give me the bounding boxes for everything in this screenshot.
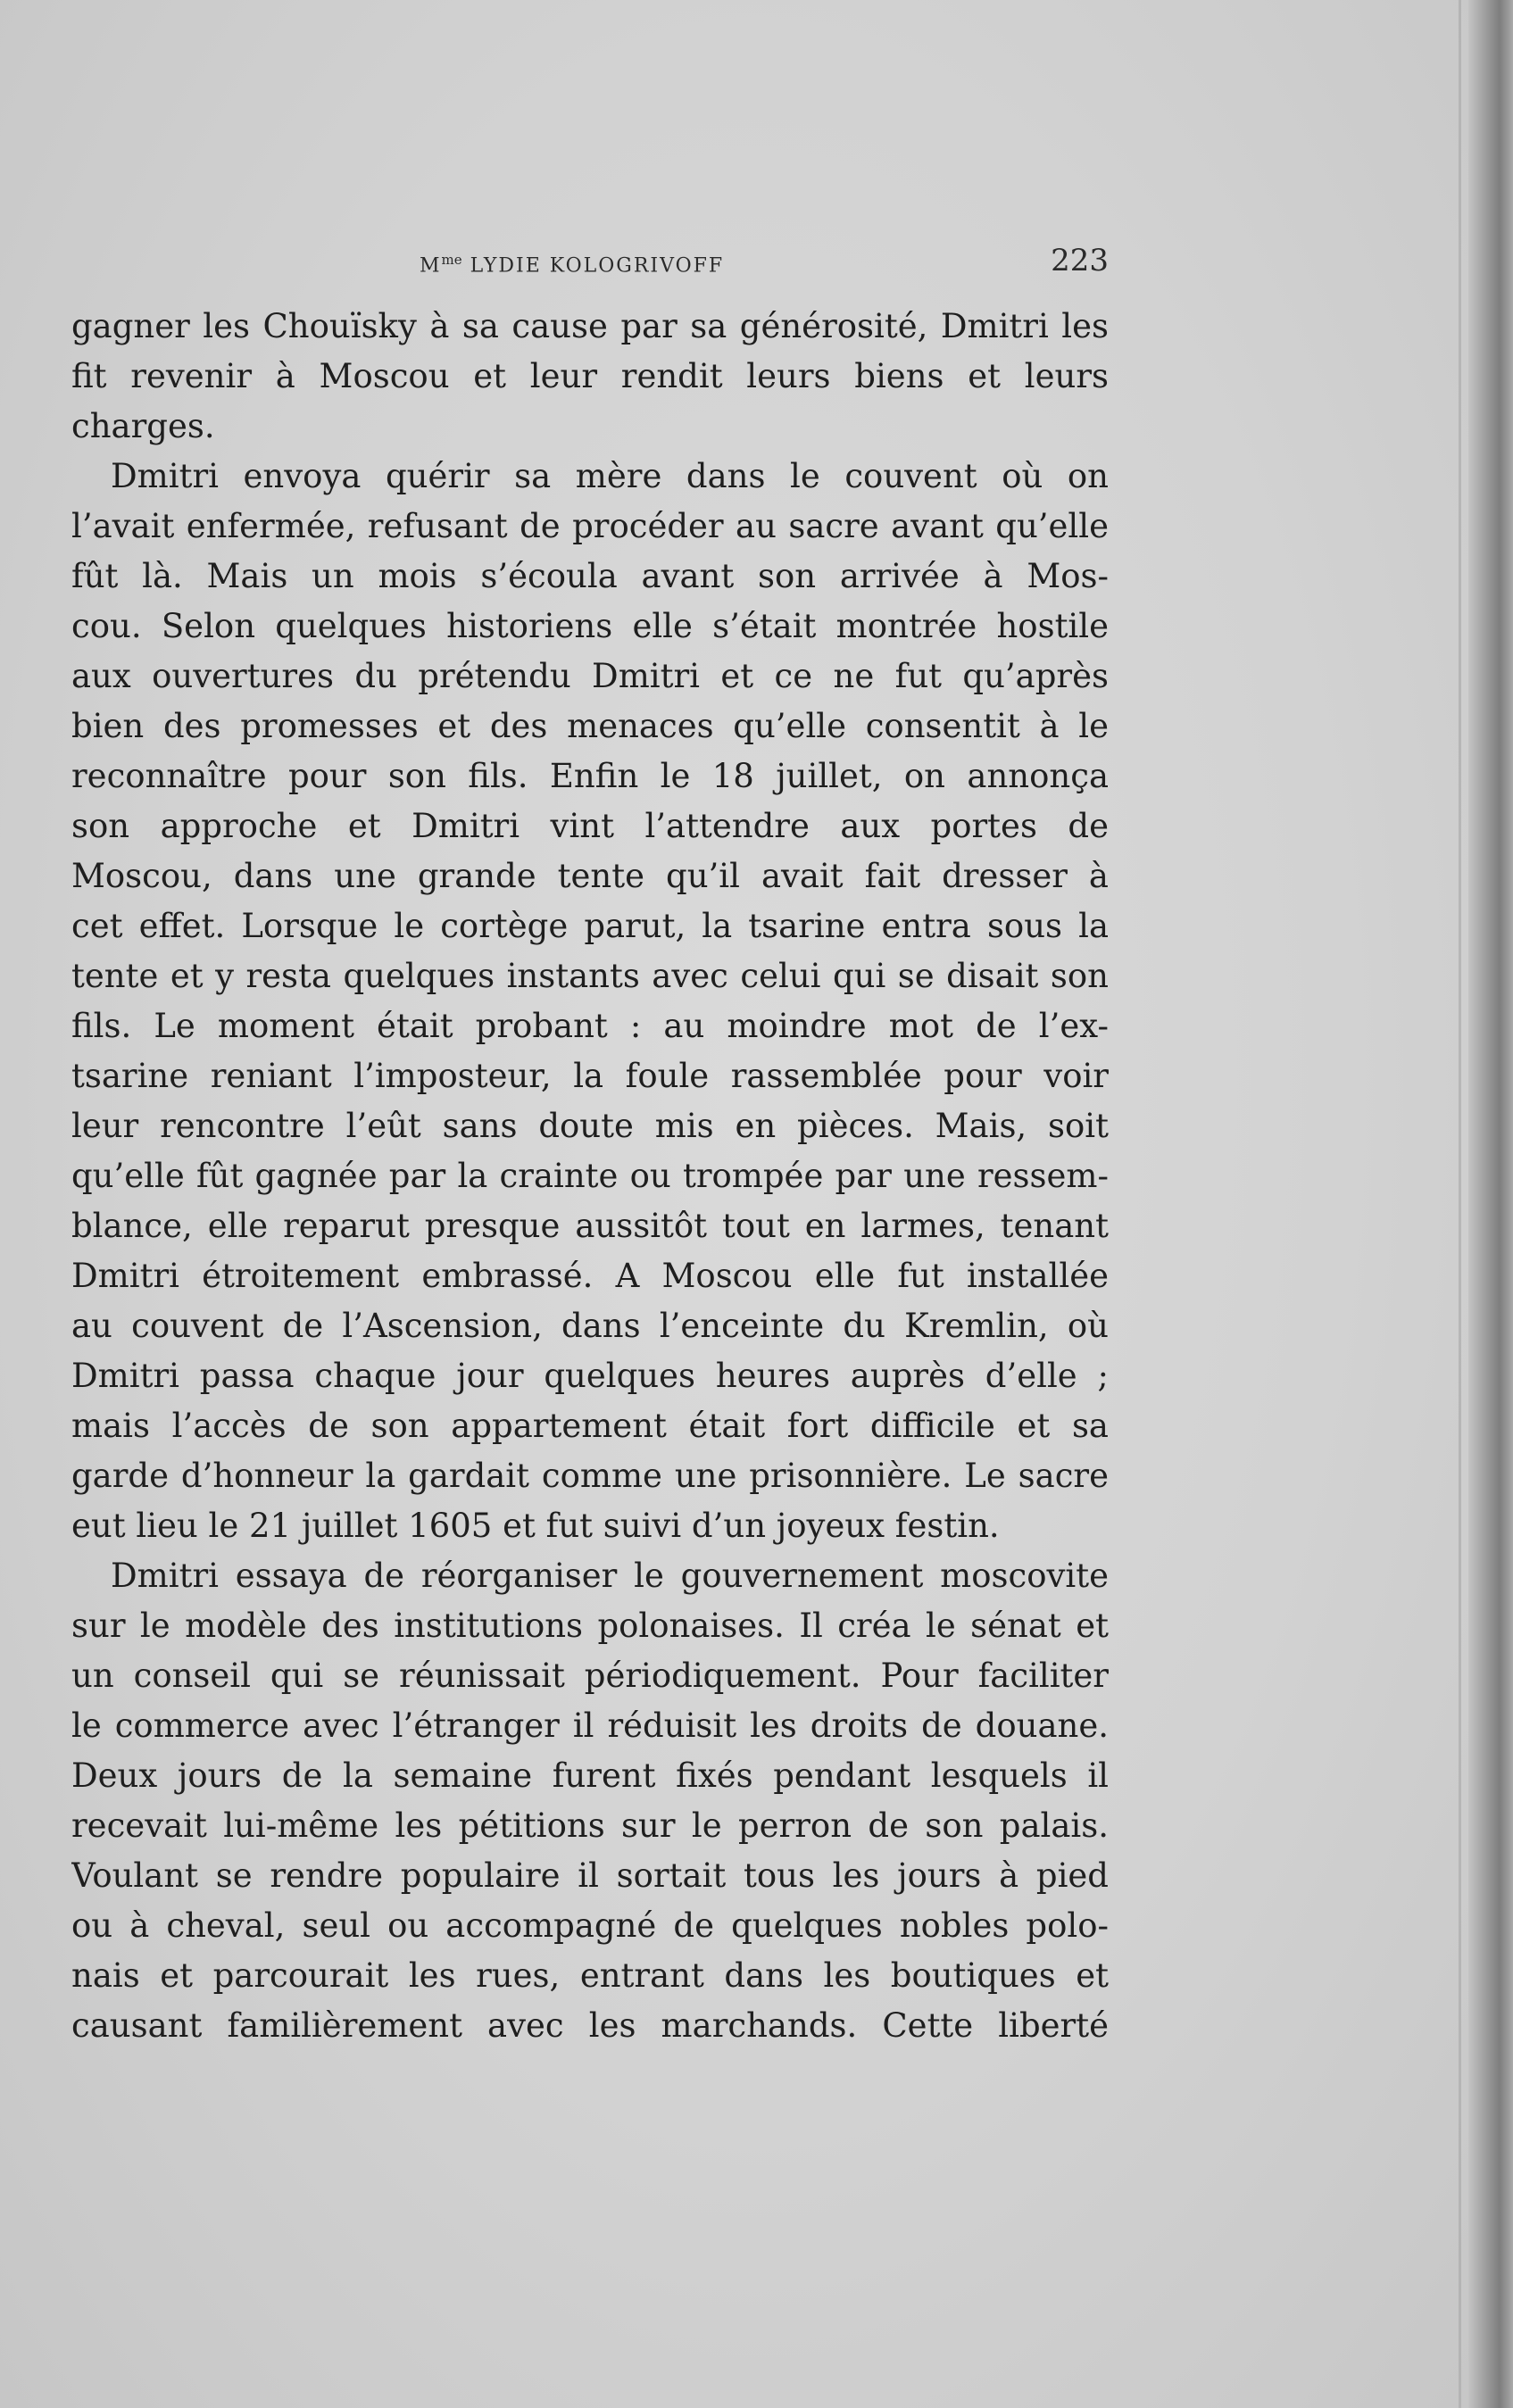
text-line: cou. Selon quelques historiens elle s’était montrée hostile (71, 607, 1109, 645)
text-line: tsarine reniant l’imposteur, la foule rassemblée pour voir (71, 1057, 1109, 1095)
text-line: l’avait enfermée, refusant de procéder au sacre avant qu’elle (71, 507, 1109, 545)
text-line: charges. (71, 407, 215, 445)
text-line: cet effet. Lorsque le cortège parut, la tsarine entra sous la (71, 907, 1109, 945)
text-line: Dmitri passa chaque jour quelques heures auprès d’elle ; (71, 1357, 1109, 1395)
text-line: Voulant se rendre populaire il sortait tous les jours à pied (71, 1856, 1109, 1895)
body-text (71, 302, 1109, 2051)
text-line: garde d’honneur la gardait comme une prisonnière. Le sacre (71, 1457, 1109, 1495)
header-title-rest: LYDIE KOLOGRIVOFF (461, 254, 725, 278)
binding-shadow-line (1459, 0, 1461, 2408)
text-line: eut lieu le 21 juillet 1605 et fut suivi d’un joyeux festin. (71, 1507, 1000, 1545)
text-line: blance, elle reparut presque aussitôt tout en larmes, tenant (71, 1207, 1109, 1245)
text-line: reconnaître pour son fils. Enfin le 18 juillet, on annonça (71, 757, 1109, 795)
running-header-title (420, 252, 724, 277)
text-line: aux ouvertures du prétendu Dmitri et ce ne fut qu’après (71, 657, 1109, 695)
header-title-prefix: M (420, 254, 442, 278)
text-line: gagner les Chouïsky à sa cause par sa générosité, Dmitri les (71, 307, 1109, 345)
text-line: Moscou, dans une grande tente qu’il avait fait dresser à (71, 857, 1109, 895)
text-line: leur rencontre l’eût sans doute mis en pièces. Mais, soit (71, 1107, 1109, 1145)
text-line: au couvent de l’Ascension, dans l’enceinte du Kremlin, où (71, 1307, 1109, 1345)
book-binding-edge (1468, 0, 1513, 2408)
text-line: un conseil qui se réunissait périodiquement. Pour faciliter (71, 1657, 1109, 1695)
text-line: Dmitri étroitement embrassé. A Moscou elle fut installée (71, 1257, 1109, 1295)
text-line: Dmitri essaya de réorganiser le gouvernement moscovite (111, 1557, 1109, 1595)
text-line: recevait lui-même les pétitions sur le perron de son palais. (71, 1806, 1109, 1845)
text-line: qu’elle fût gagnée par la crainte ou trompée par une ressem- (71, 1157, 1109, 1195)
text-line: tente et y resta quelques instants avec celui qui se disait son (71, 957, 1109, 995)
page-number: 223 (1051, 243, 1109, 278)
text-line: Deux jours de la semaine furent fixés pendant lesquels il (71, 1756, 1109, 1795)
text-line: fit revenir à Moscou et leur rendit leurs biens et leurs (71, 357, 1109, 395)
text-line: causant familièrement avec les marchands. Cette liberté (71, 2006, 1109, 2045)
text-line: Dmitri envoya quérir sa mère dans le couvent où on (111, 457, 1109, 495)
text-line: son approche et Dmitri vint l’attendre aux portes de (71, 807, 1109, 845)
text-line: bien des promesses et des menaces qu’elle consentit à le (71, 707, 1109, 745)
text-line: nais et parcourait les rues, entrant dans les boutiques et (71, 1956, 1109, 1995)
header-title-superscript: me (441, 252, 462, 268)
text-line: mais l’accès de son appartement était fort difficile et sa (71, 1407, 1109, 1445)
text-line: fût là. Mais un mois s’écoula avant son arrivée à Mos- (71, 557, 1109, 595)
running-header (71, 239, 1109, 284)
text-line: le commerce avec l’étranger il réduisit les droits de douane. (71, 1706, 1109, 1745)
text-line: sur le modèle des institutions polonaises. Il créa le sénat et (71, 1607, 1109, 1645)
text-line: fils. Le moment était probant : au moindre mot de l’ex- (71, 1007, 1109, 1045)
text-line: ou à cheval, seul ou accompagné de quelques nobles polo- (71, 1906, 1109, 1945)
